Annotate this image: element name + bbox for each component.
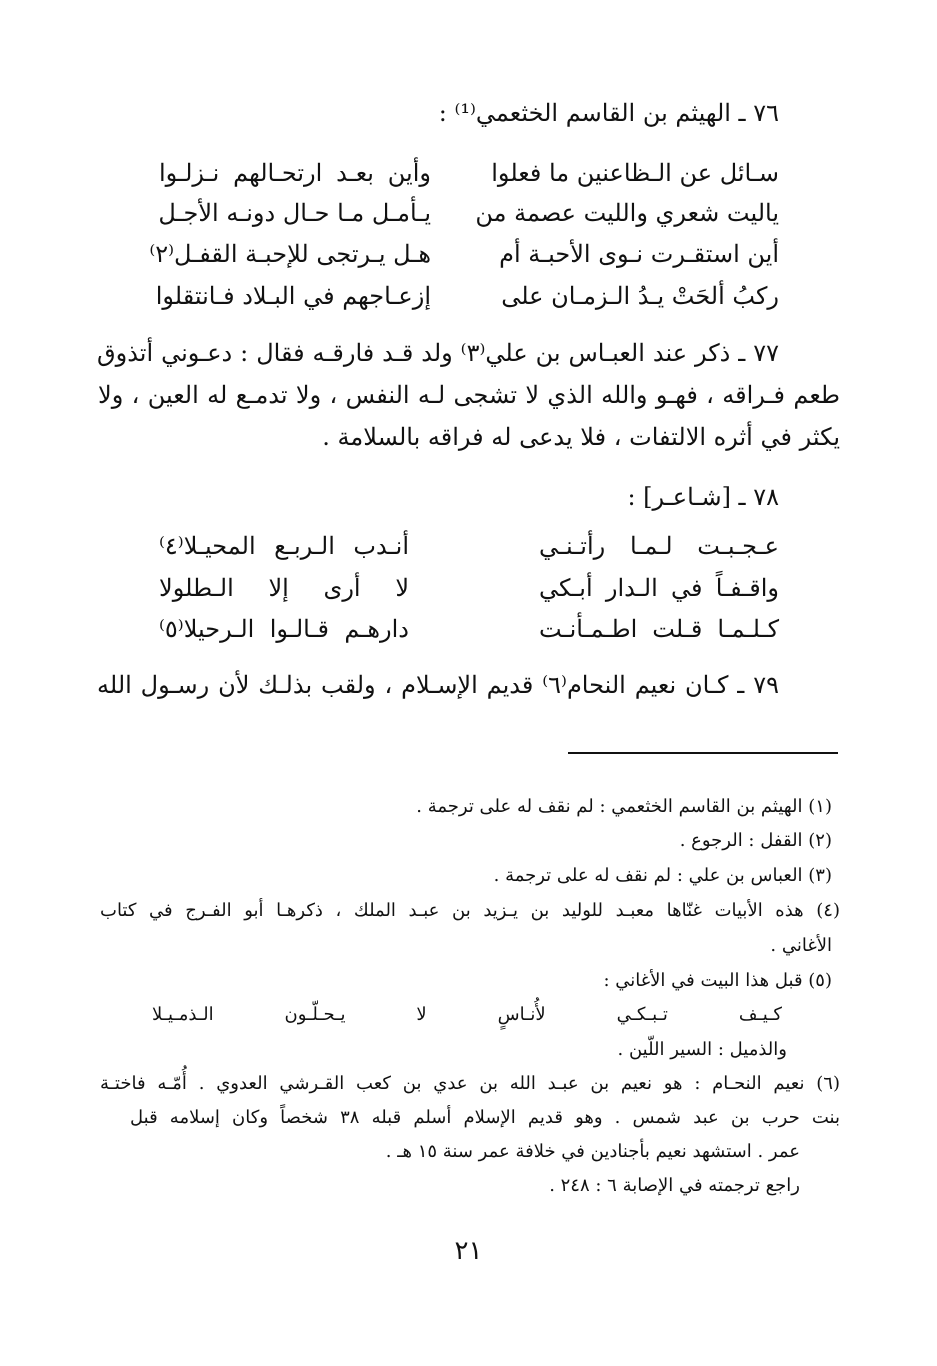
poem1-verse-2 — [159, 195, 779, 231]
footnote-4-line-1: (٤) هذه الأبيات غنّاها معبـد للوليد بن يـزيد بن عبـد الملك ، ذكرهـا أبو الفـرج في كتاب — [100, 900, 840, 921]
footnote-5-verse: كـيـف تـبـكـي لأُنـاسٍ لا يـحـلّـون الـذمـيـلا — [152, 1004, 782, 1025]
poem2-verse-2 — [159, 570, 779, 606]
footnote-2: (٢) القفل : الرجوع . — [679, 830, 832, 851]
poem2-verse-3-first-hemistich: كـلـمـا قـلت اطـمـأنـت — [539, 615, 779, 643]
poem1-verse-3-second-hemistich: هـل يـرتجى للإحبـة القفـل⁽٢⁾ — [149, 240, 431, 268]
footnote-3: (٣) العباس بن علي : لم نقف له على ترجمة . — [493, 865, 832, 886]
footnote-5-line-1: (٥) قبل هذا البيت في الأغاني : — [603, 970, 832, 991]
poem1-verse-4-second-hemistich: إزعـاجهم في البـلاد فـانتقلوا — [155, 282, 431, 310]
poem2-verse-1-first-hemistich: عـجـبـت لـمـا رأتـنـي — [539, 532, 779, 560]
poem1-verse-4-first-hemistich: ركبُ ألحَتْ يـدُ الـزمـان على — [501, 282, 779, 310]
footnote-6-line-3: عمر . استشهد نعيم بأجنادين في خلافة عمر سنة ١٥ هـ . — [385, 1141, 800, 1162]
entry-76-heading: ٧٦ ـ الهيثم بن القاسم الخثعمي⁽¹⁾ : — [438, 99, 779, 127]
poem2-verse-3 — [159, 611, 779, 647]
page-number: ٢١ — [454, 1236, 483, 1266]
footnote-6-line-2: بنت حرب بن عبد شمس . وهو قديم الإسلام أسلم قبله ٣٨ شخصاً وكان إسلامه قبل — [130, 1107, 840, 1128]
poem2-verse-1 — [159, 528, 779, 564]
entry-77-line-2: طعم فـراقه ، فهـو والله الذي لا تشجى لـه النفس ، ولا تدمـع له العين ، ولا — [98, 381, 840, 409]
entry-78-heading: ٧٨ ـ [شـاعـر] : — [627, 483, 779, 511]
poem1-verse-2-first-hemistich: ياليت شعري والليت عصمة من — [475, 199, 779, 227]
poem1-verse-1 — [159, 155, 779, 191]
poem2-verse-2-second-hemistich: لا أرى إلا الـطلولا — [159, 574, 409, 602]
poem1-verse-1-first-hemistich: سـائل عن الـظاعنين ما فعلوا — [491, 159, 779, 187]
entry-77-line-1: ٧٧ ـ ذكر عند العبـاس بن علي⁽٣⁾ ولد قـد فارقـه فقال : دعـوني أتذوق — [97, 339, 780, 367]
poem2-verse-3-second-hemistich: دارهـم قـالـوا الـرحيلا⁽٥⁾ — [159, 615, 409, 643]
footnote-1: (١) الهيثم بن القاسم الخثعمي : لم نقف له على ترجمة . — [416, 796, 832, 817]
footnote-6-line-1: (٦) نعيم النحـام : هو نعيم بن عبـد الله بن عدي بن كعب القـرشي العدوي . أُمّـه فاختـة — [100, 1073, 840, 1094]
poem1-verse-4 — [155, 278, 779, 314]
poem2-verse-2-first-hemistich: واقـفـاً في الـدار أبـكي — [539, 574, 779, 602]
poem1-verse-3-first-hemistich: أين استقـرت نـوى الأحبـة أم — [499, 240, 779, 268]
entry-79-line-1: ٧٩ ـ كـان نعيم النحام⁽٦⁾ قديم الإسـلام ، ولقب بذلـك لأن رسـول الله — [97, 671, 779, 699]
poem1-verse-3 — [149, 236, 779, 272]
poem1-verse-1-second-hemistich: وأين بعـد ارتحـالهم نـزلـوا — [159, 159, 431, 187]
footnote-separator — [568, 752, 838, 754]
footnote-4-line-2: الأغاني . — [770, 935, 832, 956]
footnote-6-line-4: راجع ترجمته في الإصابة ٦ : ٢٤٨ . — [549, 1175, 800, 1196]
poem2-verse-1-second-hemistich: أنـدب الـربـع المحيـلا⁽٤⁾ — [159, 532, 409, 560]
poem1-verse-2-second-hemistich: يـأمـل مـا حـال دونـه الأجـل — [158, 199, 431, 227]
footnote-5-line-2: والذميل : السير اللّين . — [617, 1039, 787, 1060]
entry-77-line-3: يكثر في أثره الالتفات ، فلا يدعى له فراقه بالسلامة . — [322, 423, 840, 451]
